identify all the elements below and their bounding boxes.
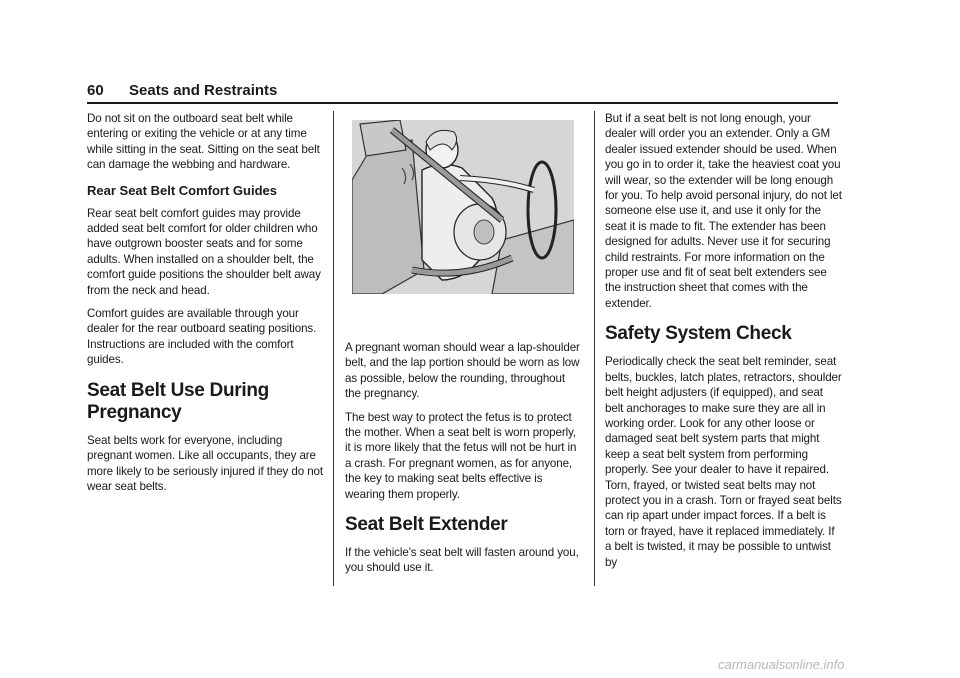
- pregnant-woman-seatbelt-illustration: [352, 120, 574, 294]
- page-number: 60: [87, 82, 104, 99]
- watermark-link[interactable]: carmanualsonline.info: [718, 657, 845, 672]
- paragraph: The best way to protect the fetus is to protect the mother. When a seat belt is worn properly, it is more likely that the fetus will not be hurt in a crash. For pregnant women, as for anyone, the key to making seat belts effective is wearing them properly.: [345, 410, 577, 501]
- paragraph: But if a seat belt is not long enough, your dealer will order you an extender. Only a GM dealer issued extender should be used. When you go in to order it, take the heaviest coat you will wear, so the extender will be long enough for you. To help avoid personal injury, do not let someone else use it, and use it only for the seat it is made to fit. The extender has been designed for adults. Never use it for securing child restraints. For more information on the proper use and fit of seat belt extenders see the instruction sheet that comes with the extender.: [605, 112, 842, 310]
- heading-safety-system-check: Safety System Check: [605, 323, 792, 345]
- subheading-comfort-guides: Rear Seat Belt Comfort Guides: [87, 182, 277, 198]
- paragraph: Rear seat belt comfort guides may provide added seat belt comfort for older children who have outgrown booster seats and for some adults. When installed on a shoulder belt, the comfort guide positions the shoulder belt away from the neck and head.: [87, 206, 321, 297]
- paragraph: Comfort guides are available through your dealer for the rear outboard seating positions. Instructions are included with the comfort guides.: [87, 307, 317, 367]
- column-divider: [594, 111, 595, 586]
- paragraph: If the vehicle's seat belt will fasten around you, you should use it.: [345, 546, 579, 575]
- column-right: [605, 111, 843, 578]
- section-title: Seats and Restraints: [129, 82, 278, 99]
- page-header: [87, 82, 838, 104]
- column-middle: [345, 340, 583, 584]
- figure-caption-paragraph: A pregnant woman should wear a lap-shoulder belt, and the lap portion should be worn as low as possible, below the rounding, throughout the pregnancy.: [345, 341, 580, 401]
- heading-pregnancy: Seat Belt Use During Pregnancy: [87, 379, 269, 423]
- column-divider: [333, 111, 334, 586]
- paragraph: Seat belts work for everyone, including pregnant women. Like all occupants, they are more likely to be seriously injured if they do not wear seat belts.: [87, 433, 324, 493]
- heading-seat-belt-extender: Seat Belt Extender: [345, 514, 508, 536]
- paragraph: Periodically check the seat belt reminder, seat belts, buckles, latch plates, retractors, shoulder belt height adjusters (if equipped), and seat belt anchorages to make sure they are all in working order. Look for any other loose or damaged seat belt system parts that might keep a seat belt system from performing properly. See your dealer to have it repaired. Torn, frayed, or twisted seat belts may not protect you in a crash. Torn or frayed seat belts can rip apart under impact forces. If a belt is torn or frayed, have it replaced immediately. If a belt is twisted, it may be possible to untwist by: [605, 355, 842, 569]
- column-left: [87, 111, 323, 502]
- paragraph: Do not sit on the outboard seat belt while entering or exiting the vehicle or at any time while sitting in the seat. Sitting on the seat belt can damage the webbing and hardware.: [87, 112, 320, 172]
- illustration-icon: [352, 120, 574, 294]
